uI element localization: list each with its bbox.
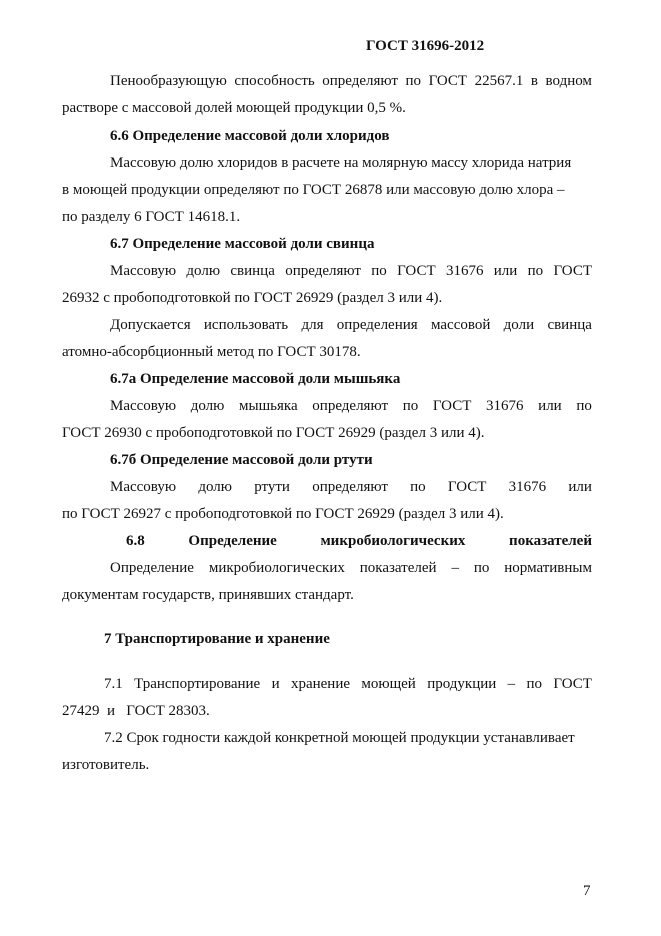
- word: Определение: [110, 560, 194, 576]
- section-6-6-heading: 6.6 Определение массовой доли хлоридов: [110, 128, 390, 144]
- word: показателей: [359, 560, 437, 576]
- word: или: [538, 398, 562, 414]
- word: по: [405, 73, 422, 89]
- word: по: [410, 479, 426, 495]
- word: микробиологических: [208, 560, 345, 576]
- word: определяют: [322, 73, 398, 89]
- word: использовать: [203, 317, 289, 333]
- word: долю: [186, 263, 221, 279]
- word: –: [451, 560, 459, 576]
- word: долю: [198, 479, 232, 495]
- word: 6.8: [126, 533, 145, 549]
- word: микробиологических: [320, 533, 466, 549]
- section-6-7a-line-2: ГОСТ 26930 с пробоподготовкой по ГОСТ 26929 (раздел 3 или 4).: [62, 425, 485, 441]
- section-7-2-line-1: 7.2 Срок годности каждой конкретной моющей продукции устанавливает: [104, 730, 575, 746]
- section-6-7-p2-line-1: [110, 317, 592, 334]
- section-6-8-line-2: документам государств, принявших стандарт.: [62, 587, 354, 603]
- word: 31676: [486, 398, 524, 414]
- word: по: [402, 398, 419, 414]
- word: мышьяка: [239, 398, 298, 414]
- word: продукции: [427, 676, 497, 692]
- word: по: [371, 263, 387, 279]
- word: долю: [190, 398, 225, 414]
- word: свинца: [230, 263, 275, 279]
- word: ГОСТ: [553, 263, 592, 279]
- section-7-1-line-1: [104, 676, 592, 693]
- word: или: [568, 479, 592, 495]
- word: определения: [336, 317, 418, 333]
- word: Допускается: [110, 317, 191, 333]
- section-6-8-line-1: [110, 560, 592, 577]
- section-6-6-line-3: по разделу 6 ГОСТ 14618.1.: [62, 209, 241, 225]
- word: в: [530, 73, 538, 89]
- word: Массовую: [110, 479, 177, 495]
- word: –: [507, 676, 516, 692]
- word: по: [527, 263, 544, 279]
- word: 31676: [445, 263, 484, 279]
- word: ГОСТ: [447, 479, 487, 495]
- word: Массовую: [110, 398, 177, 414]
- word: свинца: [547, 317, 592, 333]
- word: определяют: [312, 398, 389, 414]
- word: или: [493, 263, 518, 279]
- word: определяют: [285, 263, 361, 279]
- section-6-8-heading: [126, 533, 592, 550]
- document-number: ГОСТ 31696-2012: [366, 38, 485, 54]
- word: Пенообразующую: [110, 73, 227, 89]
- word: ГОСТ: [397, 263, 436, 279]
- word: 7.1: [104, 676, 123, 692]
- word: для: [301, 317, 324, 333]
- word: ртути: [254, 479, 290, 495]
- section-6-7a-heading: 6.7а Определение массовой доли мышьяка: [110, 371, 401, 387]
- word: массовой: [430, 317, 491, 333]
- word: водном: [545, 73, 592, 89]
- word: ГОСТ: [428, 73, 468, 89]
- section-6-7-heading: 6.7 Определение массовой доли свинца: [110, 236, 375, 252]
- word: ГОСТ: [432, 398, 472, 414]
- intro-line-1: [110, 73, 592, 90]
- word: способность: [234, 73, 315, 89]
- intro-line-2: растворе с массовой долей моющей продукции 0,5 %.: [62, 100, 406, 116]
- section-6-7b-line-2: по ГОСТ 26927 с пробоподготовкой по ГОСТ 26929 (раздел 3 или 4).: [62, 506, 504, 522]
- section-6-7b-heading: 6.7б Определение массовой доли ртути: [110, 452, 373, 468]
- section-6-7-p1-line-1: [110, 263, 592, 280]
- word: Транспортирование: [134, 676, 261, 692]
- section-6-7a-line-1: [110, 398, 592, 415]
- section-6-6-line-2: в моющей продукции определяют по ГОСТ 26878 или массовую долю хлора –: [62, 182, 565, 198]
- section-6-6-line-1: Массовую долю хлоридов в расчете на молярную массу хлорида натрия: [110, 155, 572, 171]
- word: по: [576, 398, 592, 414]
- section-6-7b-line-1: [110, 479, 592, 496]
- section-7-heading: 7 Транспортирование и хранение: [104, 631, 330, 647]
- word: и: [271, 676, 280, 692]
- word: показателей: [509, 533, 592, 549]
- word: доли: [503, 317, 535, 333]
- word: хранение: [290, 676, 351, 692]
- word: определяют: [312, 479, 388, 495]
- word: нормативным: [504, 560, 592, 576]
- word: 22567.1: [474, 73, 524, 89]
- page-number: 7: [583, 883, 591, 899]
- word: по: [526, 676, 543, 692]
- word: 31676: [508, 479, 547, 495]
- word: Определение: [188, 533, 277, 549]
- section-6-7-p2-line-2: атомно-абсорбционный метод по ГОСТ 30178.: [62, 344, 361, 360]
- section-7-2-line-2: изготовитель.: [62, 757, 150, 773]
- section-6-7-p1-line-2: 26932 с пробоподготовкой по ГОСТ 26929 (раздел 3 или 4).: [62, 290, 443, 306]
- word: ГОСТ: [553, 676, 592, 692]
- word: по: [473, 560, 490, 576]
- word: Массовую: [110, 263, 177, 279]
- section-7-1-line-2: 27429 и ГОСТ 28303.: [62, 703, 210, 719]
- word: моющей: [361, 676, 416, 692]
